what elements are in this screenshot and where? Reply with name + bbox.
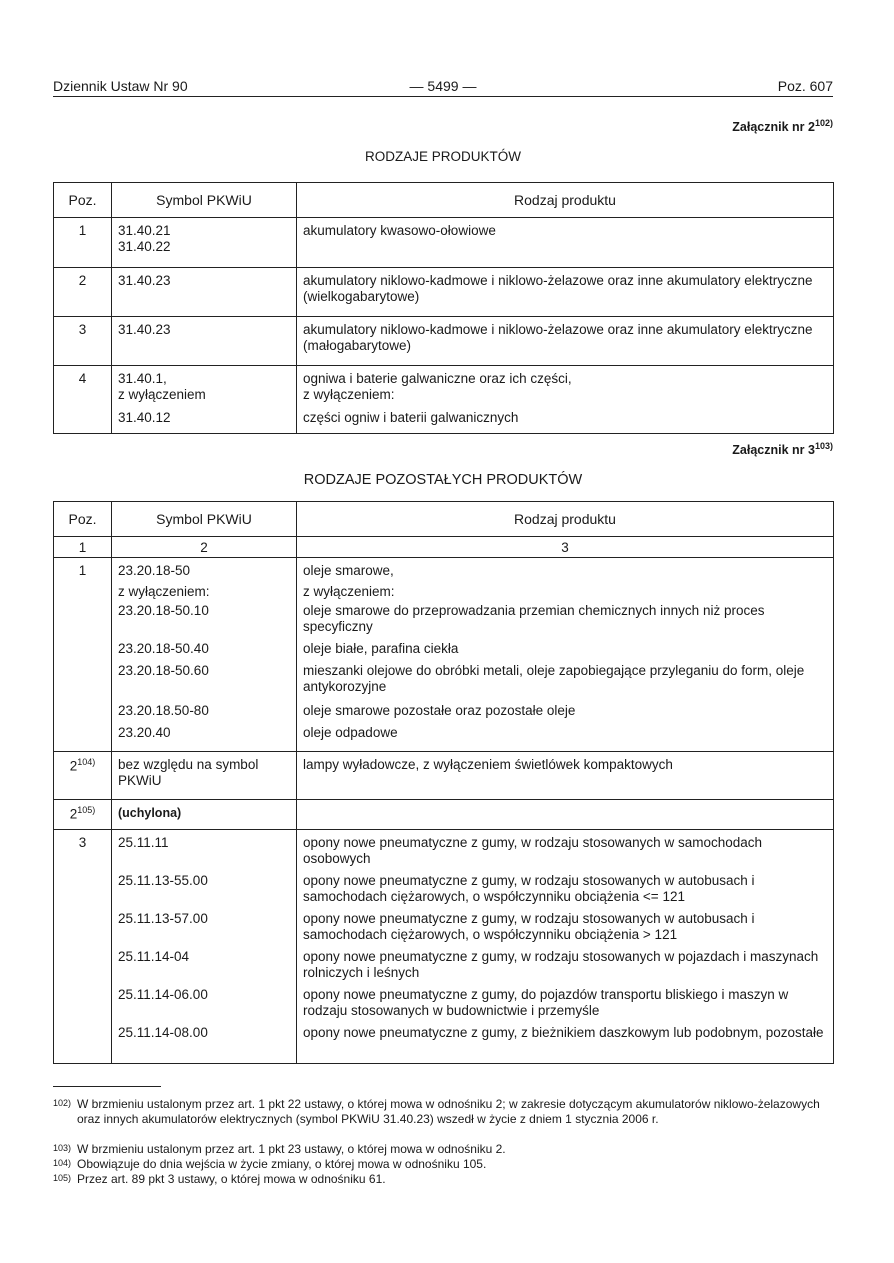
other-products-table	[53, 501, 834, 1064]
row-poz: 3	[54, 830, 112, 1064]
row-poz: 2$^{105)}$	[54, 800, 112, 830]
page-number: — 5499 —	[409, 78, 477, 94]
footnote: 104) Obowiązuje do dnia wejścia w życie zmiany, o której mowa w odnośniku 105.	[53, 1157, 487, 1171]
row-description: lampy wyładowcze, z wyłączeniem świetlówek kompaktowych	[297, 752, 834, 800]
row-description: akumulatory niklowo-kadmowe i niklowo-żelazowe oraz inne akumulatory elektryczne (małogabarytowe)	[297, 317, 834, 366]
page-header	[53, 78, 833, 97]
row-symbols: 31.40.21 31.40.22	[112, 218, 297, 268]
header-poz: Poz.	[54, 183, 112, 218]
column-number-row	[54, 537, 834, 558]
row-description: ogniwa i baterie galwaniczne oraz ich części, z wyłączeniem: części ogniw i baterii galwanicznych	[297, 366, 834, 434]
row-symbols: bez względu na symbol PKWiU	[112, 752, 297, 800]
table-row	[54, 268, 834, 317]
journal-title: Dziennik Ustaw Nr 90	[53, 78, 188, 94]
annex-3-label: Załącznik nr 3$^{103)}$	[732, 441, 833, 458]
row-poz: 2$^{104)}$	[54, 752, 112, 800]
annex-2-title: RODZAJE PRODUKTÓW	[364, 149, 521, 164]
row-description: akumulatory kwasowo-ołowiowe	[297, 218, 834, 268]
row-symbols: 31.40.23	[112, 268, 297, 317]
header-symbol: Symbol PKWiU	[112, 502, 297, 537]
row-symbols: 31.40.1, z wyłączeniem 31.40.12	[112, 366, 297, 434]
table-row	[54, 752, 834, 800]
row-symbols: (uchylona)	[112, 800, 297, 830]
table-row	[54, 317, 834, 366]
footnote-separator	[53, 1086, 161, 1087]
products-table	[53, 182, 834, 434]
table-row	[54, 558, 834, 752]
table-row	[54, 830, 834, 1064]
row-poz: 4	[54, 366, 112, 434]
row-poz: 2	[54, 268, 112, 317]
footnote: 102) W brzmieniu ustalonym przez art. 1 pkt 22 ustawy, o której mowa w odnośniku 2; w zakresie dotyczącym akumulatorów niklowo-żelazowych oraz innych akumulatorów elektrycznych (symbol PKWiU 31.40.23) wszedł w życie z dniem 1 stycznia 2006 r.	[53, 1097, 820, 1126]
header-product-type: Rodzaj produktu	[297, 183, 834, 218]
footnote: 105) Przez art. 89 pkt 3 ustawy, o której mowa w odnośniku 61.	[53, 1172, 386, 1186]
column-number: 3	[297, 537, 834, 558]
row-description: oleje smarowe, z wyłączeniem: oleje smarowe do przeprowadzania przemian chemicznych innych niż proces specyficzny oleje białe, parafina ciekła mieszanki olejowe do obróbki metali, oleje zapobiegające przyleganiu do form, oleje antykorozyjne oleje smarowe pozostałe oraz pozostałe oleje oleje odpadowe	[297, 558, 834, 752]
header-product-type: Rodzaj produktu	[297, 502, 834, 537]
row-symbols: 23.20.18-50 z wyłączeniem: 23.20.18-50.10 23.20.18-50.40 23.20.18-50.60 23.20.18.50-80 23.20.40	[112, 558, 297, 752]
header-symbol: Symbol PKWiU	[112, 183, 297, 218]
position-number: Poz. 607	[777, 78, 833, 94]
row-description: akumulatory niklowo-kadmowe i niklowo-żelazowe oraz inne akumulatory elektryczne (wielkogabarytowe)	[297, 268, 834, 317]
column-number: 2	[112, 537, 297, 558]
table-row	[54, 366, 834, 434]
table-header-row	[54, 502, 834, 537]
row-poz: 1	[54, 218, 112, 268]
row-poz: 1	[54, 558, 112, 752]
annex-2-label: Załącznik nr 2$^{102)}$	[732, 118, 833, 135]
table-header-row	[54, 183, 834, 218]
footnote: 103) W brzmieniu ustalonym przez art. 1 pkt 23 ustawy, o której mowa w odnośniku 2.	[53, 1142, 506, 1156]
row-symbols: 25.11.11 25.11.13-55.00 25.11.13-57.00 25.11.14-04 25.11.14-06.00 25.11.14-08.00	[112, 830, 297, 1064]
row-symbols: 31.40.23	[112, 317, 297, 366]
row-description	[297, 800, 834, 830]
annex-3-title: RODZAJE POZOSTAŁYCH PRODUKTÓW	[303, 472, 583, 488]
row-description: opony nowe pneumatyczne z gumy, w rodzaju stosowanych w samochodach osobowych opony nowe pneumatyczne z gumy, w rodzaju stosowanych w autobusach i samochodach ciężarowych, o współczynniku obciążenia <= 121 opony nowe pneumatyczne z gumy, w rodzaju stosowanych w autobusach i samochodach ciężarowych, o współczynniku obciążenia > 121 opony nowe pneumatyczne z gumy, w rodzaju stosowanych w pojazdach i maszynach rolniczych i leśnych opony nowe pneumatyczne z gumy, do pojazdów transportu bliskiego i maszyn w rodzaju stosowanych w budownictwie i przemyśle opony nowe pneumatyczne z gumy, z bieżnikiem daszkowym lub podobnym, pozostałe	[297, 830, 834, 1064]
header-poz: Poz.	[54, 502, 112, 537]
table-row	[54, 218, 834, 268]
table-row	[54, 800, 834, 830]
column-number: 1	[54, 537, 112, 558]
row-poz: 3	[54, 317, 112, 366]
